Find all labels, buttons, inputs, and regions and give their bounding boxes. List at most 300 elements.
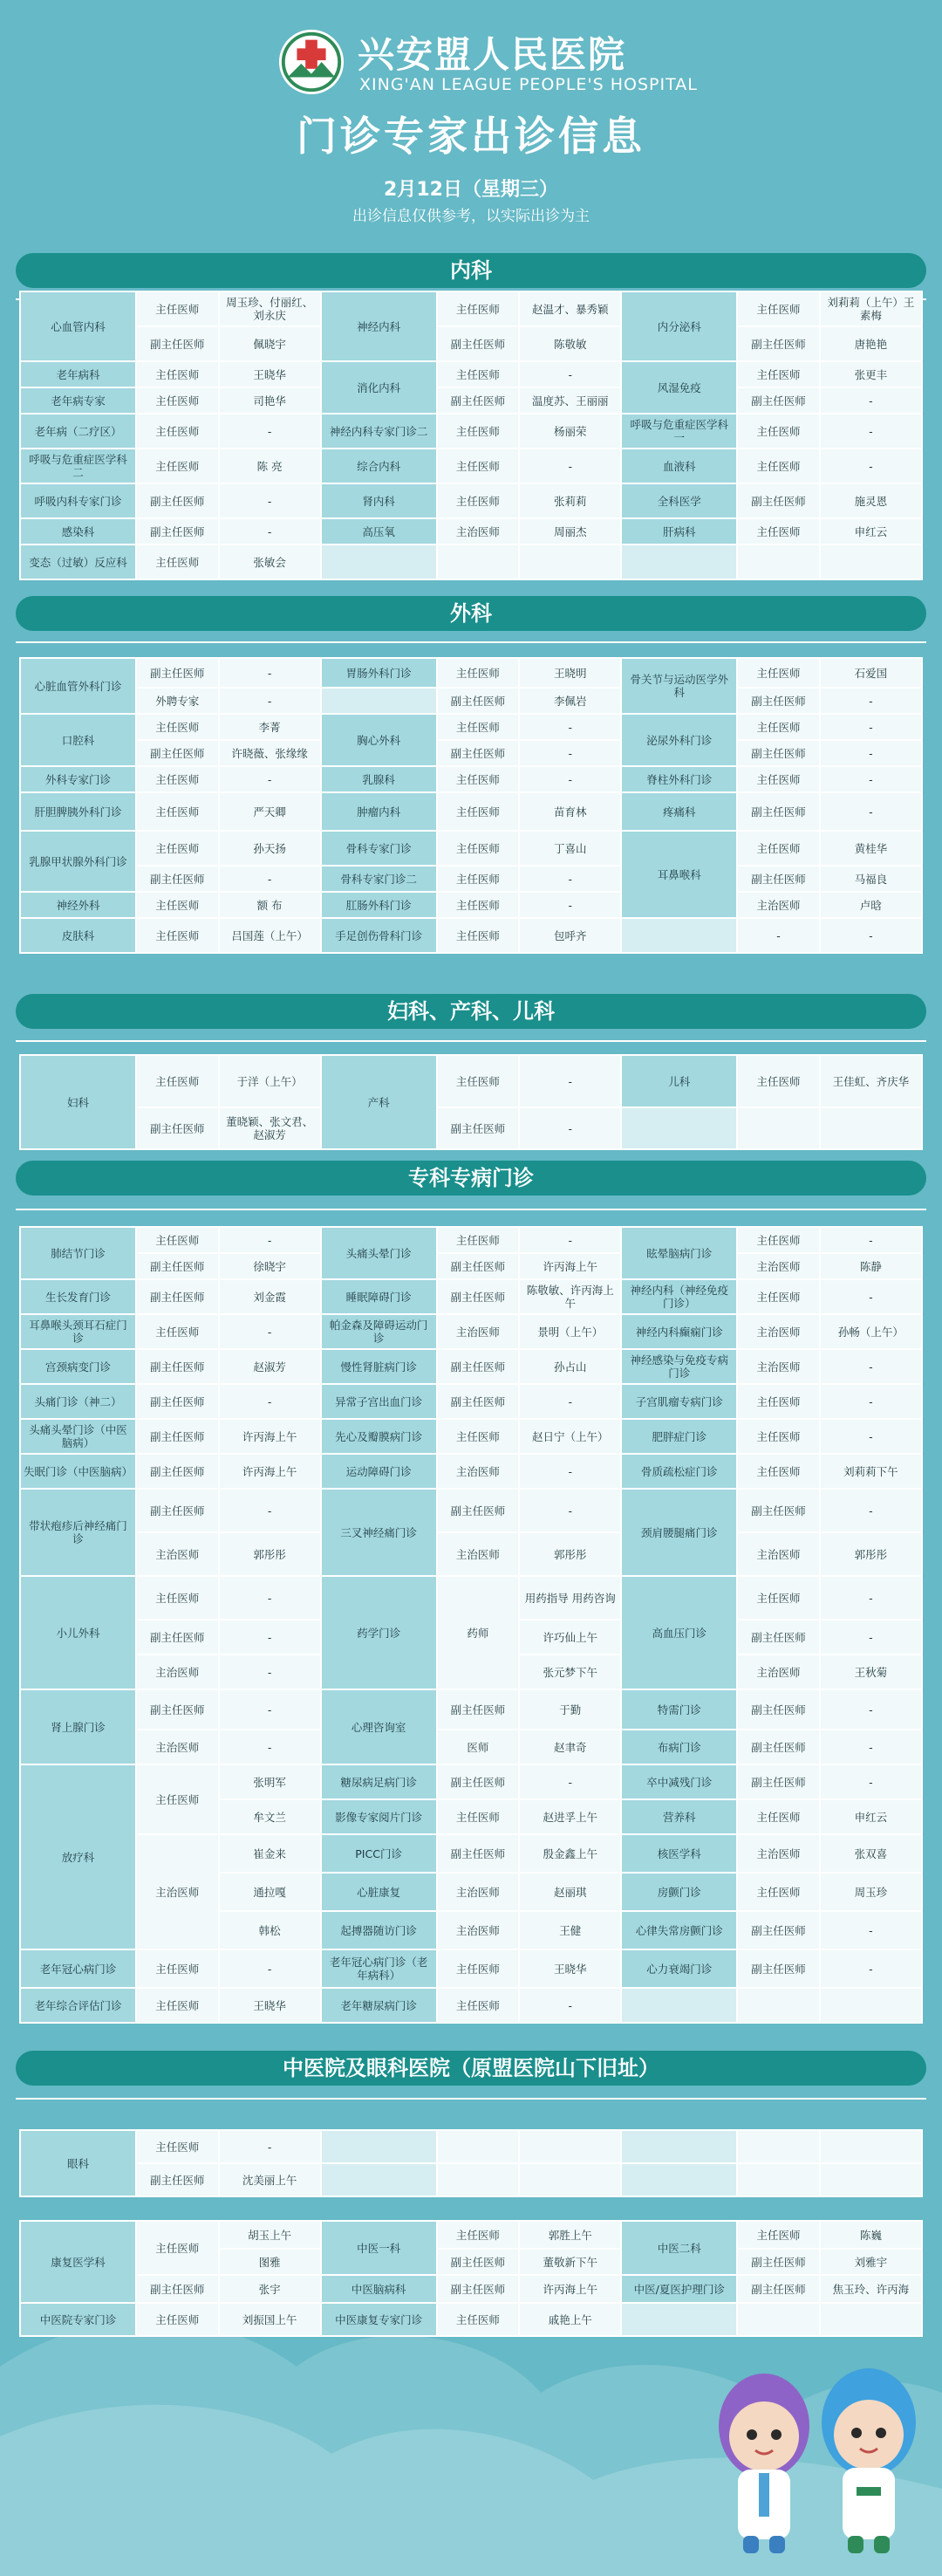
schedule-cell: 主任医师 bbox=[437, 414, 520, 449]
schedule-cell: 主任医师 bbox=[136, 545, 219, 579]
schedule-cell: 韩松 bbox=[219, 1911, 321, 1949]
department-cell: 脊柱外科门诊 bbox=[621, 766, 737, 792]
schedule-cell: 副主任医师 bbox=[737, 866, 820, 892]
department-cell: 特需门诊 bbox=[621, 1689, 737, 1730]
schedule-cell: - bbox=[519, 361, 621, 387]
schedule-cell: - bbox=[219, 1384, 321, 1419]
schedule-cell: 李菁 bbox=[219, 714, 321, 740]
hospital-name: 兴安盟人民医院 bbox=[358, 33, 627, 76]
table-row bbox=[20, 518, 922, 545]
schedule-cell: 图雅 bbox=[219, 2249, 321, 2275]
schedule-cell bbox=[737, 1107, 820, 1149]
schedule-cell: - bbox=[219, 1949, 321, 1988]
schedule-cell bbox=[737, 2130, 820, 2163]
schedule-cell: 主任医师 bbox=[437, 1799, 520, 1834]
department-cell: 胃肠外科门诊 bbox=[321, 658, 437, 688]
department-cell: 骨关节与运动医学外科 bbox=[621, 658, 737, 714]
table-row bbox=[20, 1314, 922, 1349]
schedule-cell: 主任医师 bbox=[437, 866, 520, 892]
department-cell: 中医一科 bbox=[321, 2221, 437, 2275]
table-row bbox=[20, 1055, 922, 1107]
department-cell: 头痛头晕门诊（中医脑病） bbox=[20, 1419, 136, 1454]
department-cell: 感染科 bbox=[20, 518, 136, 545]
schedule-cell: - bbox=[519, 1384, 621, 1419]
schedule-cell: 主任医师 bbox=[437, 291, 520, 326]
department-cell: 慢性肾脏病门诊 bbox=[321, 1349, 437, 1384]
empty-cell bbox=[621, 1107, 737, 1149]
department-cell: 先心及瓣膜病门诊 bbox=[321, 1419, 437, 1454]
schedule-cell: - bbox=[519, 714, 621, 740]
schedule-cell: - bbox=[219, 766, 321, 792]
schedule-cell: 于勤 bbox=[519, 1689, 621, 1730]
table-row bbox=[20, 1576, 922, 1620]
schedule-cell: 包呼齐 bbox=[519, 918, 621, 953]
schedule-cell: 董晓颖、张文君、赵淑芳 bbox=[219, 1107, 321, 1149]
schedule-cell: - bbox=[219, 1227, 321, 1253]
schedule-cell: 主任医师 bbox=[737, 1384, 820, 1419]
department-cell: 神经外科 bbox=[20, 892, 136, 918]
department-cell: 子宫肌瘤专病门诊 bbox=[621, 1384, 737, 1419]
schedule-cell: 严天卿 bbox=[219, 792, 321, 831]
schedule-cell: 丁喜山 bbox=[519, 831, 621, 866]
department-cell: 外科专家门诊 bbox=[20, 766, 136, 792]
table-row bbox=[20, 866, 922, 892]
schedule-cell: - bbox=[219, 658, 321, 688]
schedule-cell: 主任医师 bbox=[737, 1454, 820, 1489]
department-cell: 老年糖尿病门诊 bbox=[321, 1988, 437, 2023]
department-cell: 眼科 bbox=[20, 2130, 136, 2196]
department-cell: 房颤门诊 bbox=[621, 1873, 737, 1911]
schedule-cell: 主任医师 bbox=[437, 792, 520, 831]
department-cell: PICC门诊 bbox=[321, 1834, 437, 1873]
schedule-cell: 副主任医师 bbox=[136, 2163, 219, 2196]
department-cell: 变态（过敏）反应科 bbox=[20, 545, 136, 579]
schedule-cell: 主治医师 bbox=[136, 1834, 219, 1949]
header bbox=[0, 0, 942, 236]
schedule-cell: 赵淑芳 bbox=[219, 1349, 321, 1384]
department-cell: 血液科 bbox=[621, 449, 737, 483]
table-row bbox=[20, 2221, 922, 2249]
schedule-cell: 主任医师 bbox=[136, 2221, 219, 2275]
schedule-cell: 主任医师 bbox=[737, 414, 820, 449]
schedule-cell bbox=[737, 2163, 820, 2196]
department-cell: 手足创伤骨科门诊 bbox=[321, 918, 437, 953]
schedule-cell: 张宇 bbox=[219, 2275, 321, 2303]
schedule-cell: 主任医师 bbox=[437, 2221, 520, 2249]
section-divider bbox=[16, 2098, 926, 2100]
table-row bbox=[20, 1384, 922, 1419]
schedule-cell: 主任医师 bbox=[136, 1314, 219, 1349]
table-row bbox=[20, 1764, 922, 1799]
schedule-cell: - bbox=[519, 1489, 621, 1532]
department-cell: 营养科 bbox=[621, 1799, 737, 1834]
schedule-cell: 副主任医师 bbox=[136, 1689, 219, 1730]
schedule-cell: 主治医师 bbox=[737, 1253, 820, 1279]
schedule-cell: 副主任医师 bbox=[437, 1384, 520, 1419]
schedule-cell: 主任医师 bbox=[437, 918, 520, 953]
schedule-cell: 医师 bbox=[437, 1730, 520, 1764]
schedule-table bbox=[19, 2129, 923, 2197]
schedule-cell: 主任医师 bbox=[437, 892, 520, 918]
schedule-cell: - bbox=[519, 449, 621, 483]
schedule-cell: 孙占山 bbox=[519, 1349, 621, 1384]
schedule-cell: 主任医师 bbox=[136, 1227, 219, 1253]
schedule-cell: 施灵恩 bbox=[820, 483, 922, 518]
schedule-cell: 主任医师 bbox=[437, 1055, 520, 1107]
table-row bbox=[20, 326, 922, 361]
schedule-cell: - bbox=[820, 1730, 922, 1764]
schedule-cell: 副主任医师 bbox=[136, 1349, 219, 1384]
schedule-note: 出诊信息仅供参考，以实际出诊为主 bbox=[352, 208, 590, 225]
schedule-cell: 温度苏、王丽丽 bbox=[519, 387, 621, 414]
table-row bbox=[20, 1419, 922, 1454]
schedule-cell: 赵日宁（上午） bbox=[519, 1419, 621, 1454]
schedule-cell: - bbox=[219, 866, 321, 892]
department-cell: 卒中减残门诊 bbox=[621, 1764, 737, 1799]
schedule-cell: 主任医师 bbox=[737, 449, 820, 483]
schedule-cell: 副主任医师 bbox=[136, 483, 219, 518]
empty-cell bbox=[321, 2130, 437, 2163]
schedule-cell: 副主任医师 bbox=[136, 1419, 219, 1454]
schedule-cell: 主任医师 bbox=[437, 449, 520, 483]
schedule-cell: 主任医师 bbox=[737, 1227, 820, 1253]
schedule-cell: 主任医师 bbox=[136, 2130, 219, 2163]
schedule-cell: 主任医师 bbox=[437, 658, 520, 688]
schedule-cell: 殷金鑫上午 bbox=[519, 1834, 621, 1873]
schedule-table bbox=[19, 2220, 923, 2337]
schedule-cell bbox=[820, 2303, 922, 2336]
section-divider bbox=[16, 1209, 926, 1210]
schedule-cell: - bbox=[820, 792, 922, 831]
empty-cell bbox=[321, 545, 437, 579]
schedule-cell: - bbox=[519, 1107, 621, 1149]
department-cell: 眩晕脑病门诊 bbox=[621, 1227, 737, 1279]
schedule-cell: 赵进孚上午 bbox=[519, 1799, 621, 1834]
schedule-cell: 副主任医师 bbox=[437, 1489, 520, 1532]
schedule-cell: 主任医师 bbox=[737, 714, 820, 740]
schedule-cell: - bbox=[219, 518, 321, 545]
hospital-logo-icon bbox=[277, 28, 345, 96]
table-row bbox=[20, 414, 922, 449]
schedule-cell: 副主任医师 bbox=[136, 518, 219, 545]
schedule-cell: - bbox=[820, 1911, 922, 1949]
schedule-cell: 主治医师 bbox=[136, 1655, 219, 1689]
empty-cell bbox=[621, 1988, 737, 2023]
schedule-cell: 副主任医师 bbox=[737, 1689, 820, 1730]
schedule-cell: 副主任医师 bbox=[437, 1689, 520, 1730]
schedule-cell: - bbox=[820, 1489, 922, 1532]
schedule-cell: 副主任医师 bbox=[437, 2249, 520, 2275]
schedule-cell: - bbox=[820, 766, 922, 792]
schedule-cell: - bbox=[519, 766, 621, 792]
department-cell: 布病门诊 bbox=[621, 1730, 737, 1764]
table-row bbox=[20, 1279, 922, 1314]
section-title: 中医院及眼科医院（原盟医院山下旧址） bbox=[16, 2051, 926, 2086]
schedule-cell: 副主任医师 bbox=[737, 2275, 820, 2303]
schedule-cell: 主任医师 bbox=[737, 361, 820, 387]
table-row bbox=[20, 688, 922, 714]
department-cell: 中医康复专家门诊 bbox=[321, 2303, 437, 2336]
schedule-cell: 副主任医师 bbox=[737, 1620, 820, 1655]
department-cell: 呼吸与危重症医学科一 bbox=[621, 414, 737, 449]
schedule-cell: 额 布 bbox=[219, 892, 321, 918]
schedule-cell: 徐晓宇 bbox=[219, 1253, 321, 1279]
department-cell: 心理咨询室 bbox=[321, 1689, 437, 1764]
schedule-cell: - bbox=[219, 1620, 321, 1655]
table-row bbox=[20, 1689, 922, 1730]
schedule-cell: - bbox=[820, 1279, 922, 1314]
department-cell: 儿科 bbox=[621, 1055, 737, 1107]
department-cell: 宫颈病变门诊 bbox=[20, 1349, 136, 1384]
schedule-cell: 副主任医师 bbox=[437, 2275, 520, 2303]
table-row bbox=[20, 1834, 922, 1873]
schedule-table bbox=[19, 1054, 923, 1150]
schedule-cell: 副主任医师 bbox=[737, 483, 820, 518]
department-cell: 中医脑病科 bbox=[321, 2275, 437, 2303]
schedule-cell: - bbox=[820, 1227, 922, 1253]
schedule-cell: 主任医师 bbox=[437, 1419, 520, 1454]
page-title: 门诊专家出诊信息 bbox=[297, 113, 645, 160]
schedule-cell: - bbox=[219, 1730, 321, 1764]
schedule-cell: - bbox=[519, 1454, 621, 1489]
schedule-cell: 主任医师 bbox=[737, 1279, 820, 1314]
department-cell: 老年病科 bbox=[20, 361, 136, 387]
schedule-cell bbox=[737, 2303, 820, 2336]
table-row bbox=[20, 831, 922, 866]
schedule-cell: 王晓华 bbox=[219, 361, 321, 387]
department-cell: 神经内科 bbox=[321, 291, 437, 361]
table-row bbox=[20, 1532, 922, 1576]
empty-cell bbox=[621, 545, 737, 579]
schedule-cell: 主任医师 bbox=[737, 1873, 820, 1911]
schedule-cell: 郭彤彤 bbox=[820, 1532, 922, 1576]
table-row bbox=[20, 2303, 922, 2336]
schedule-cell bbox=[820, 1988, 922, 2023]
schedule-cell: 许巧仙上午 bbox=[519, 1620, 621, 1655]
schedule-cell: 主任医师 bbox=[437, 714, 520, 740]
schedule-cell bbox=[437, 2130, 520, 2163]
schedule-cell: 主治医师 bbox=[437, 1873, 520, 1911]
table-row bbox=[20, 1349, 922, 1384]
schedule-cell: 主任医师 bbox=[136, 792, 219, 831]
schedule-cell: - bbox=[219, 2130, 321, 2163]
schedule-cell: 杨丽荣 bbox=[519, 414, 621, 449]
department-cell: 高血压门诊 bbox=[621, 1576, 737, 1689]
schedule-cell: 石爱国 bbox=[820, 658, 922, 688]
section-divider bbox=[16, 1040, 926, 1042]
schedule-cell: 主任医师 bbox=[737, 766, 820, 792]
department-cell: 皮肤科 bbox=[20, 918, 136, 953]
department-cell: 疼痛科 bbox=[621, 792, 737, 831]
schedule-cell bbox=[437, 545, 520, 579]
department-cell: 高压氧 bbox=[321, 518, 437, 545]
schedule-cell: 主任医师 bbox=[136, 2303, 219, 2336]
schedule-cell: - bbox=[820, 1620, 922, 1655]
department-cell: 糖尿病足病门诊 bbox=[321, 1764, 437, 1799]
schedule-cell: - bbox=[219, 1314, 321, 1349]
table-row bbox=[20, 1253, 922, 1279]
schedule-cell: 主治医师 bbox=[737, 1314, 820, 1349]
schedule-cell: 周丽杰 bbox=[519, 518, 621, 545]
department-cell: 药学门诊 bbox=[321, 1576, 437, 1689]
schedule-cell: 副主任医师 bbox=[737, 387, 820, 414]
schedule-cell: 副主任医师 bbox=[136, 1384, 219, 1419]
schedule-cell: 主任医师 bbox=[437, 1949, 520, 1988]
department-cell: 肥胖症门诊 bbox=[621, 1419, 737, 1454]
department-cell: 肝胆脾胰外科门诊 bbox=[20, 792, 136, 831]
schedule-cell: 主任医师 bbox=[737, 1799, 820, 1834]
schedule-cell: - bbox=[820, 414, 922, 449]
schedule-cell: - bbox=[219, 1655, 321, 1689]
table-row bbox=[20, 483, 922, 518]
schedule-cell bbox=[737, 1988, 820, 2023]
schedule-cell: 许丙海上午 bbox=[219, 1454, 321, 1489]
schedule-cell: 戚艳上午 bbox=[519, 2303, 621, 2336]
schedule-cell: 孙畅（上午） bbox=[820, 1314, 922, 1349]
schedule-cell: - bbox=[820, 1764, 922, 1799]
schedule-cell: 主治医师 bbox=[737, 1834, 820, 1873]
department-cell: 老年冠心病门诊（老年病科） bbox=[321, 1949, 437, 1988]
table-row bbox=[20, 545, 922, 579]
schedule-cell: 张莉莉 bbox=[519, 483, 621, 518]
schedule-cell: - bbox=[219, 483, 321, 518]
department-cell: 全科医学 bbox=[621, 483, 737, 518]
schedule-cell: 副主任医师 bbox=[437, 1834, 520, 1873]
schedule-cell: - bbox=[519, 740, 621, 766]
schedule-cell: 张明军 bbox=[219, 1764, 321, 1799]
schedule-cell: 陈 亮 bbox=[219, 449, 321, 483]
schedule-cell: 陈敬敏 bbox=[519, 326, 621, 361]
schedule-cell: 焦玉玲、许丙海 bbox=[820, 2275, 922, 2303]
section-title: 妇科、产科、儿科 bbox=[16, 994, 926, 1029]
department-cell: 耳鼻喉头颈耳石症门诊 bbox=[20, 1314, 136, 1349]
schedule-table bbox=[19, 291, 923, 580]
department-cell: 口腔科 bbox=[20, 714, 136, 766]
schedule-cell: 主任医师 bbox=[737, 1576, 820, 1620]
department-cell: 神经感染与免疫专病门诊 bbox=[621, 1349, 737, 1384]
department-cell: 头痛头晕门诊 bbox=[321, 1227, 437, 1279]
empty-cell bbox=[321, 688, 437, 714]
schedule-cell: 主治医师 bbox=[437, 1911, 520, 1949]
schedule-cell: 刘莉莉（上午）王素梅 bbox=[820, 291, 922, 326]
schedule-cell: - bbox=[519, 1764, 621, 1799]
department-cell: 老年病（二疗区） bbox=[20, 414, 136, 449]
schedule-cell: 赵聿奇 bbox=[519, 1730, 621, 1764]
hospital-name-english: XING'AN LEAGUE PEOPLE'S HOSPITAL bbox=[359, 75, 698, 94]
department-cell: 放疗科 bbox=[20, 1764, 136, 1949]
table-row bbox=[20, 1730, 922, 1764]
schedule-cell: 主任医师 bbox=[136, 1988, 219, 2023]
schedule-cell bbox=[820, 2130, 922, 2163]
table-row bbox=[20, 1227, 922, 1253]
schedule-cell: - bbox=[219, 414, 321, 449]
schedule-cell: 申红云 bbox=[820, 518, 922, 545]
table-row bbox=[20, 766, 922, 792]
schedule-cell: 副主任医师 bbox=[737, 1730, 820, 1764]
schedule-cell: - bbox=[820, 714, 922, 740]
schedule-cell: - bbox=[820, 1689, 922, 1730]
schedule-cell: 副主任医师 bbox=[737, 792, 820, 831]
department-cell: 运动障碍门诊 bbox=[321, 1454, 437, 1489]
department-cell: 心律失常房颤门诊 bbox=[621, 1911, 737, 1949]
schedule-cell: 崔金来 bbox=[219, 1834, 321, 1873]
department-cell: 康复医学科 bbox=[20, 2221, 136, 2303]
schedule-cell: 主任医师 bbox=[136, 387, 219, 414]
mascot-illustration bbox=[703, 2356, 930, 2566]
section-title: 内科 bbox=[16, 253, 926, 288]
table-row bbox=[20, 2130, 922, 2163]
schedule-cell: 主任医师 bbox=[136, 414, 219, 449]
schedule-cell: 陈敬敏、许丙海上午 bbox=[519, 1279, 621, 1314]
schedule-cell: 主任医师 bbox=[136, 766, 219, 792]
schedule-cell: 董敬新下午 bbox=[519, 2249, 621, 2275]
department-cell: 中医院专家门诊 bbox=[20, 2303, 136, 2336]
schedule-cell: 陈静 bbox=[820, 1253, 922, 1279]
schedule-cell: 主任医师 bbox=[136, 361, 219, 387]
schedule-cell bbox=[519, 2163, 621, 2196]
table-row bbox=[20, 361, 922, 387]
schedule-cell: 王秋菊 bbox=[820, 1655, 922, 1689]
department-cell: 心血管内科 bbox=[20, 291, 136, 361]
schedule-cell: 主任医师 bbox=[136, 892, 219, 918]
schedule-cell: - bbox=[519, 1988, 621, 2023]
schedule-cell: 张敏会 bbox=[219, 545, 321, 579]
department-cell: 肾内科 bbox=[321, 483, 437, 518]
schedule-cell: 胡玉上午 bbox=[219, 2221, 321, 2249]
department-cell: 异常子宫出血门诊 bbox=[321, 1384, 437, 1419]
schedule-cell: 副主任医师 bbox=[737, 688, 820, 714]
schedule-cell: 卢晗 bbox=[820, 892, 922, 918]
schedule-cell: 陈巍 bbox=[820, 2221, 922, 2249]
schedule-cell: 主治医师 bbox=[437, 518, 520, 545]
schedule-cell: 副主任医师 bbox=[136, 1620, 219, 1655]
schedule-cell: 副主任医师 bbox=[136, 1489, 219, 1532]
schedule-cell: 副主任医师 bbox=[737, 1949, 820, 1988]
schedule-cell: 外聘专家 bbox=[136, 688, 219, 714]
schedule-cell: 王晓华 bbox=[519, 1949, 621, 1988]
department-cell: 头痛门诊（神二） bbox=[20, 1384, 136, 1419]
schedule-cell: 主任医师 bbox=[136, 714, 219, 740]
schedule-cell: 王晓华 bbox=[219, 1988, 321, 2023]
schedule-cell: 佩晓宇 bbox=[219, 326, 321, 361]
schedule-cell: 主任医师 bbox=[437, 831, 520, 866]
schedule-cell: - bbox=[519, 892, 621, 918]
schedule-cell: 许丙海上午 bbox=[519, 1253, 621, 1279]
schedule-cell: 主任医师 bbox=[437, 766, 520, 792]
schedule-cell: 副主任医师 bbox=[437, 688, 520, 714]
department-cell: 老年冠心病门诊 bbox=[20, 1949, 136, 1988]
department-cell: 呼吸内科专家门诊 bbox=[20, 483, 136, 518]
schedule-cell: 主任医师 bbox=[437, 1988, 520, 2023]
schedule-cell: 主任医师 bbox=[136, 291, 219, 326]
table-row bbox=[20, 1489, 922, 1532]
department-cell: 颈肩腰腿痛门诊 bbox=[621, 1489, 737, 1576]
schedule-cell bbox=[519, 2130, 621, 2163]
schedule-cell: 副主任医师 bbox=[437, 1107, 520, 1149]
schedule-cell: 主任医师 bbox=[136, 918, 219, 953]
department-cell: 神经内科癫痫门诊 bbox=[621, 1314, 737, 1349]
section-title: 外科 bbox=[16, 596, 926, 631]
schedule-cell: 主任医师 bbox=[737, 1055, 820, 1107]
department-cell: 妇科 bbox=[20, 1055, 136, 1149]
table-row bbox=[20, 449, 922, 483]
department-cell: 心力衰竭门诊 bbox=[621, 1949, 737, 1988]
department-cell: 神经内科专家门诊二 bbox=[321, 414, 437, 449]
schedule-cell: 牟文兰 bbox=[219, 1799, 321, 1834]
table-row bbox=[20, 1988, 922, 2023]
schedule-cell: 副主任医师 bbox=[437, 1253, 520, 1279]
schedule-cell: 孙天扬 bbox=[219, 831, 321, 866]
